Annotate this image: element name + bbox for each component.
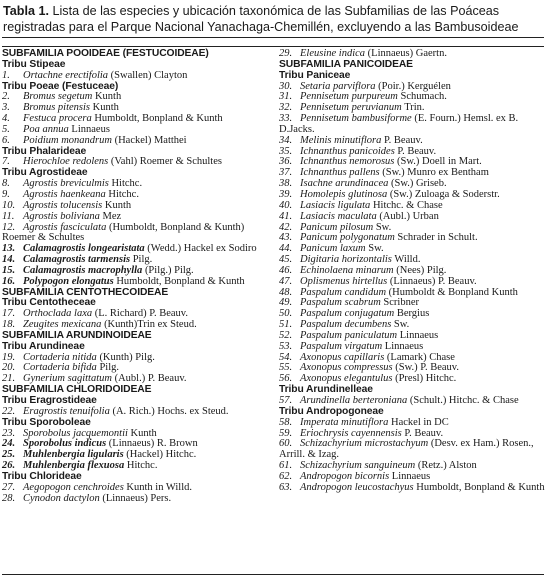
species-number: 57. [279,395,293,406]
species-number: 47. [279,275,293,287]
species-author: Linnaeus [389,470,431,482]
species-number: 48. [279,286,293,298]
species-author: Schumach. [397,91,447,103]
species-author: (Linnaeus) P. Beauv. [387,275,477,287]
species-entry [2,71,272,82]
species-number: 44. [279,243,293,255]
species-number: 4. [2,113,10,125]
species-author: Kunth [127,427,157,439]
species-number: 33. [279,113,293,125]
species-name: Calamagrostis longearistata [23,243,145,255]
species-name: Eriochrysis cayennensis [300,427,402,439]
species-name: Pennisetum purpureum [300,91,398,103]
species-author: (Sw.) Griseb. [388,178,447,190]
section-heading: Tribu Agrostideae [2,167,88,179]
species-number: 42. [279,221,293,233]
species-number: 32. [279,102,293,114]
species-author: Sw. [373,221,392,233]
species-author: Linnaeus [382,340,424,352]
species-name: Schizachyrium sanguineum [300,460,416,472]
section-heading: Tribu Centotheceae [2,297,96,309]
species-number: 60. [279,438,293,450]
species-name: Agrostis boliviana [23,210,100,222]
section-heading: SUBFAMILIA ARUNDINOIDEAE [2,329,152,341]
species-name: Panicum laxum [300,243,366,255]
species-name: Agrostis tolucensis [23,199,103,211]
species-author: P. Beauv. [401,427,444,439]
bottom-rule [2,574,544,575]
species-entry [279,483,547,494]
species-name: Aegopogon cenchroides [23,481,124,493]
species-name: Cortaderia bifida [23,362,97,374]
species-name: Eleusine indica [300,48,366,59]
species-entry [2,223,272,245]
species-number: 10. [2,199,16,211]
species-author: Willd. [391,254,421,266]
section-heading: Tribu Sporoboleae [2,416,91,428]
species-number: 36. [279,156,293,168]
species-author: Schrader in Schult. [394,232,478,244]
species-name: Orthoclada laxa [23,308,93,320]
species-name: Gynerium sagittatum [23,373,112,385]
species-name: Zeugites mexicana [23,319,102,331]
species-number: 55. [279,362,293,374]
species-name: Paspalum scabrum [300,297,381,309]
species-author: (Sw.) Munro ex Bentham [379,167,489,179]
species-number: 28. [2,492,16,504]
species-name: Andropogon bicornis [300,470,390,482]
species-number: 52. [279,329,293,341]
section-heading: Tribu Stipeae [2,58,66,70]
species-number: 50. [279,308,293,320]
species-number: 26. [2,460,16,472]
species-name: Ichnanthus nemorosus [300,156,395,168]
species-number: 22. [2,405,16,417]
species-author: Pilg. [130,254,153,266]
species-name: Sporobolus indicus [23,438,107,450]
species-author: (Desv. ex Ham.) Rosen., Arrill. & Izag. [279,438,534,461]
species-number: 23. [2,427,16,439]
species-author: (Kunth)Trin ex Steud. [101,319,197,331]
species-name: Axonopus compressus [300,362,393,374]
species-number: 15. [2,264,16,276]
species-name: Paspalum virgatum [300,340,383,352]
species-name: Calamagrostis tarmensis [23,254,131,266]
species-name: Imperata minutiflora [300,416,389,428]
section-heading: SUBFAMILIA CENTOTHECOIDEAE [2,286,169,298]
section-heading: SUBFAMILIA POOIDEAE (FESTUCOIDEAE) [2,48,209,59]
species-name: Sporobolus jacquemontii [23,427,128,439]
species-number: 5. [2,123,10,135]
species-author: (L. Richard) P. Beauv. [92,308,188,320]
species-author: Trin. [401,102,425,114]
species-number: 46. [279,264,293,276]
species-name: Hierochloe redolens [23,156,109,168]
species-author: (Swallen) Clayton [108,69,188,81]
species-name: Lasiacis ligulata [300,199,371,211]
species-name: Ortachne erectifolia [23,69,109,81]
species-author: (Linnaeus) Gaertn. [365,48,447,59]
left-column [2,49,272,504]
species-author: (Nees) Pilg. [393,264,447,276]
species-author: Hackel in DC [388,416,449,428]
species-name: Poa annua [23,123,69,135]
species-name: Pennisetum peruvianum [300,102,402,114]
species-entry [2,277,272,288]
species-author: Humboldt, Bonpland & Kunth [413,481,545,493]
species-author: Humboldt, Bonpland & Kunth [113,275,245,287]
species-name: Bromus segetum [23,91,93,103]
species-number: 41. [279,210,293,222]
species-author: Linnaeus [397,329,439,341]
species-author: Hitchc. [105,188,139,200]
species-number: 13. [2,243,16,255]
species-name: Ichnanthus pallens [300,167,380,179]
species-author: (Presl) Hitchc. [392,373,457,385]
species-name: Panicum pilosum [300,221,374,233]
species-number: 24. [2,438,16,450]
species-name: Axonopus elegantulus [300,373,393,385]
species-author: Kunth [102,199,132,211]
species-number: 51. [279,319,293,331]
species-number: 35. [279,145,293,157]
species-number: 11. [2,210,15,222]
species-author: (Poir.) Kerguélen [375,80,451,92]
species-author: (Schult.) Hitchc. & Chase [407,395,519,406]
species-number: 61. [279,460,293,472]
section-heading: Tribu Chlorideae [2,470,82,482]
species-number: 45. [279,254,293,266]
species-number: 31. [279,91,293,103]
species-name: Lasiacis maculata [300,210,377,222]
species-author: Pilg. [96,362,119,374]
table-label: Tabla 1. [3,4,49,18]
species-entry [279,439,547,461]
section-heading: Tribu Arundinelleae [279,384,373,396]
species-number: 9. [2,188,10,200]
right-column [279,49,547,494]
species-name: Agrostis breviculmis [23,178,109,190]
section-heading: Tribu Poeae (Festuceae) [2,80,119,92]
species-number: 56. [279,373,293,385]
species-author: (Aubl.) Urban [376,210,439,222]
species-number: 27. [2,481,16,493]
species-author: P. Beauv. [381,134,423,146]
species-author: P. Beauv. [394,145,437,157]
species-name: Muhlenbergia ligularis [23,449,124,461]
section-heading: Tribu Phalarideae [2,145,87,157]
species-name: Digitaria horizontalis [300,254,392,266]
section-heading: SUBFAMILIA CHLORIDOIDEAE [2,384,152,396]
species-name: Agrostis haenkeana [23,188,106,200]
species-name: Pennisetum bambusiforme [300,113,412,125]
table-caption-text: Lista de las especies y ubicación taxonómica de las Subfamilias de las Poáceas registradas para el Parque Nacional Yanachaga-Chemillén, excluyendo a las Bambusoideae [3,4,519,34]
species-number: 14. [2,254,16,266]
species-name: Paspalum decumbens [300,319,392,331]
table-caption [3,3,543,35]
top-rule [2,37,544,38]
species-author: Bergius [394,308,430,320]
species-number: 2. [2,91,10,103]
species-author: (Linnaeus) Pers. [99,492,172,504]
species-author: Hitchc. [108,178,143,190]
species-number: 62. [279,470,293,482]
species-number: 25. [2,449,16,461]
species-name: Calamagrostis macrophylla [23,264,143,276]
species-number: 40. [279,199,293,211]
species-author: (Sw.) P. Beauv. [392,362,459,374]
species-name: Isachne arundinacea [300,178,389,190]
species-author: Kunth in Willd. [123,481,193,493]
species-number: 38. [279,178,293,190]
species-name: Muhlenbergia flexuosa [23,460,125,472]
species-number: 1. [2,69,10,81]
species-name: Festuca procera [23,113,92,125]
species-author: (Lamark) Chase [384,351,455,363]
species-author: (Kunth) Pilg. [96,351,155,363]
species-author: Kunth [92,91,122,103]
species-name: Eragrostis tenuifolia [23,405,110,417]
species-author: (E. Fourn.) Hemsl. ex B. D.Jacks. [279,113,519,135]
species-entry [2,494,272,505]
species-name: Paspalum conjugatum [300,308,395,320]
species-author: (Hackel) Matthei [111,134,187,146]
header-rule [2,46,544,47]
species-number: 53. [279,340,293,352]
species-name: Paspalum paniculatum [300,329,398,341]
species-name: Andropogon leucostachyus [300,481,414,493]
species-name: Paspalum candidum [300,286,387,298]
section-heading: Tribu Eragrostideae [2,395,97,406]
species-number: 21. [2,373,16,385]
species-name: Ichnanthus panicoides [300,145,395,157]
species-name: Schizachyrium microstachyum [300,438,429,450]
species-name: Bromus pitensis [23,102,90,114]
species-name: Cortaderia nitida [23,351,97,363]
section-heading: Tribu Arundineae [2,340,85,352]
species-author: (A. Rich.) Hochs. ex Steud. [109,405,229,417]
section-heading: Tribu Andropogoneae [279,405,384,417]
species-author: Linnaeus [68,123,110,135]
species-author: (Retz.) Alston [415,460,477,472]
species-number: 19. [2,351,16,363]
species-author: (Sw.) Zuloaga & Soderstr. [387,188,500,200]
species-name: Axonopus capillaris [300,351,385,363]
species-entry [279,114,547,136]
species-number: 54. [279,351,293,363]
species-number: 29. [279,48,293,59]
species-name: Oplismenus hirtellus [300,275,388,287]
species-number: 16. [2,275,16,287]
species-author: Hitchc. & Chase [370,199,443,211]
section-heading: SUBFAMILIA PANICOIDEAE [279,58,413,70]
species-number: 7. [2,156,10,168]
species-number: 8. [2,178,10,190]
species-number: 3. [2,102,10,114]
species-entry [2,136,272,147]
species-author: (Humboldt, Bonpland & Kunth) Roemer & Schultes [2,221,245,244]
species-number: 34. [279,134,293,146]
species-name: Panicum polygonatum [300,232,395,244]
species-number: 18. [2,319,16,331]
species-number: 39. [279,188,293,200]
species-number: 12. [2,221,16,233]
species-name: Polypogon elongatus [23,275,114,287]
species-author: (Sw.) Doell in Mart. [394,156,482,168]
species-number: 20. [2,362,16,374]
species-author: (Pilg.) Pilg. [142,264,194,276]
section-heading: Tribu Paniceae [279,69,351,81]
species-name: Arundinella berteroniana [300,395,408,406]
species-name: Melinis minutiflora [300,134,382,146]
species-number: 30. [279,80,293,92]
species-number: 17. [2,308,16,320]
species-author: (Hackel) Hitchc. [123,449,197,461]
species-author: Sw. [391,319,410,331]
species-name: Echinolaena minarum [300,264,394,276]
species-author: Humboldt, Bonpland & Kunth [91,113,223,125]
species-number: 37. [279,167,293,179]
species-author: (Linnaeus) R. Brown [106,438,198,450]
species-author: Mez [99,210,122,222]
species-author: Hitchc. [124,460,158,472]
species-name: Cynodon dactylon [23,492,100,504]
species-author: Kunth [90,102,119,114]
species-number: 58. [279,416,293,428]
species-author: (Aubl.) P. Beauv. [111,373,187,385]
species-name: Setaria parviflora [300,80,376,92]
species-name: Poidium monandrum [23,134,112,146]
species-author: Scribner [380,297,419,309]
species-number: 43. [279,232,293,244]
species-number: 59. [279,427,293,439]
species-name: Agrostis fasciculata [23,221,107,233]
species-number: 63. [279,481,293,493]
species-author: (Wedd.) Hackel ex Sodiro [144,243,257,255]
species-number: 49. [279,297,293,309]
species-author: (Vahl) Roemer & Schultes [108,156,222,168]
species-author: (Humboldt & Bonpland Kunth [386,286,518,298]
species-number: 6. [2,134,10,146]
species-name: Homolepis glutinosa [300,188,388,200]
species-author: Sw. [365,243,384,255]
